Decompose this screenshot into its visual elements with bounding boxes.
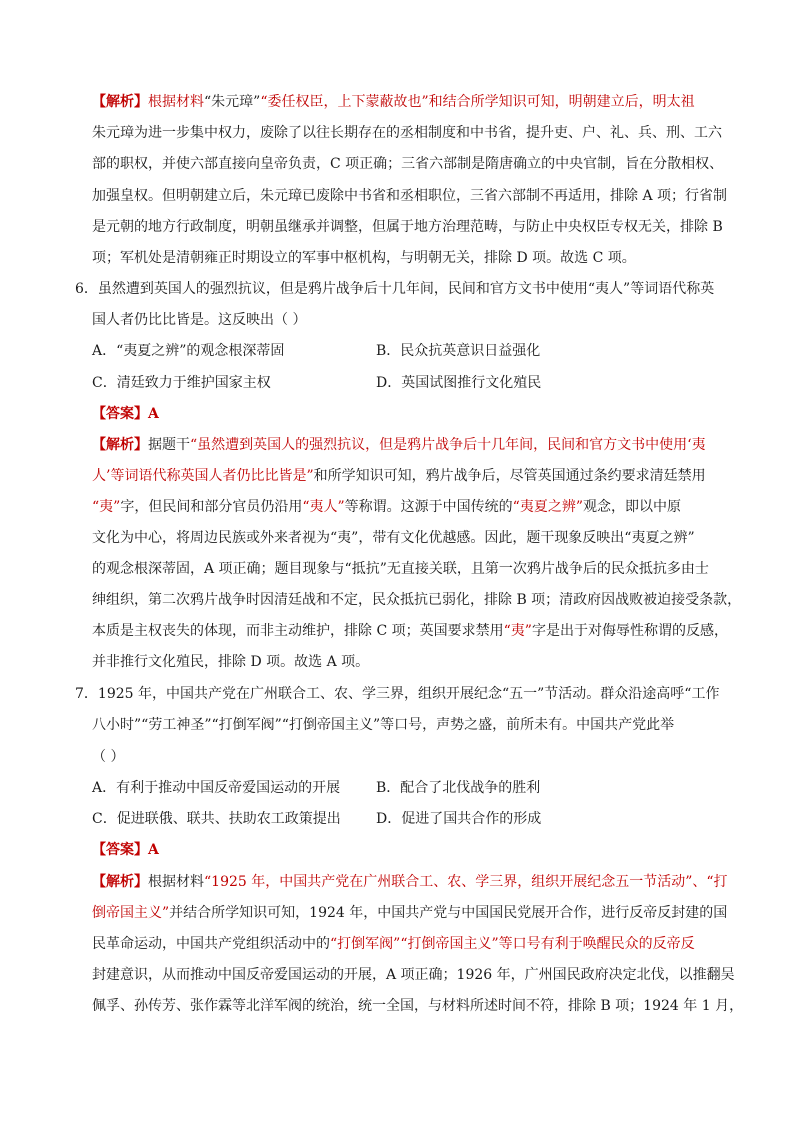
text-span: 和结合所学知识可知，明朝建立后，明太祖 xyxy=(428,94,695,110)
q6-stem-line: 国人者仍比比皆是。这反映出（ ） xyxy=(92,312,307,328)
q7-option: A．有利于推动中国反帝爱国运动的开展 xyxy=(92,780,341,796)
q6-analysis-line xyxy=(92,652,369,672)
text-span: 【解析】 xyxy=(92,94,148,110)
text-span: 民革命运动，中国共产党组织活动中的 xyxy=(92,936,330,952)
text-span: 根据材料 xyxy=(148,94,204,110)
text-span: “夷” xyxy=(503,623,532,639)
q7-analysis-line xyxy=(92,965,735,985)
q6-option: B．民众抗英意识日益强化 xyxy=(376,343,541,359)
text-span: 的观念根深蒂固，A 项正确；题目现象与“抵抗”无直接关联，且第一次鸦片战争后的民众抵抗多由士 xyxy=(92,561,709,577)
q6-stem-line: 6．虽然遭到英国人的强烈抗议，但是鸦片战争后十几年间，民间和官方文书中使用“夷人”等词语代称英 xyxy=(75,281,715,297)
answer-line xyxy=(92,840,159,860)
q7-stem-line: （ ） xyxy=(92,749,125,765)
text-span: “夷夏之辨” xyxy=(512,499,583,515)
answer-tag: 【答案】 xyxy=(92,406,148,422)
text-span: 封建意识，从而推动中国反帝爱国运动的开展，A 项正确；1926 年，广州国民政府决定北伐，以推翻吴 xyxy=(92,967,735,983)
q6-analysis-line xyxy=(92,621,728,641)
q5-analysis-line xyxy=(92,123,722,143)
text-span: 等称谓。这源于中国传统的 xyxy=(344,499,513,515)
q7-option: C．促进联俄、联共、扶助农工政策提出 xyxy=(92,811,341,827)
text-span: 佩孚、孙传芳、张作霖等北洋军阀的统治，统一全国，与材料所述时间不符，排除 B 项；1924 年 1 月， xyxy=(92,998,744,1014)
text-span: 并非推行文化殖民，排除 D 项。故选 A 项。 xyxy=(92,654,370,670)
q7-stem-line: 7．1925 年，中国共产党在广州联合工、农、学三界，组织开展纪念“五一”节活动。群众沿途高呼“工作 xyxy=(75,686,720,702)
text-span: “夷人” xyxy=(302,499,345,515)
answer-tag: 【答案】 xyxy=(92,842,148,858)
q6-analysis-line xyxy=(92,435,706,455)
q7-stem-line: 八小时”“劳工神圣”“打倒军阀”“打倒帝国主义”等口号，声势之盛，前所未有。中国共产党此举 xyxy=(92,717,675,733)
q7-analysis-line xyxy=(92,934,695,954)
q7-analysis-line xyxy=(92,872,728,892)
text-span: 部的职权，并使六部直接向皇帝负责，C 项正确；三省六部制是隋唐确立的中央官制，旨在分散相权、 xyxy=(92,156,724,172)
text-span: “夷” xyxy=(92,499,121,515)
text-span: 观念，即以中原 xyxy=(582,499,681,515)
q5-analysis-line xyxy=(92,186,727,206)
text-span: 并结合所学知识可知，1924 年，中国共产党与中国国民党展开合作，进行反帝反封建的国 xyxy=(169,905,728,921)
text-span: 朱元璋为进一步集中权力，废除了以往长期存在的丞相制度和中书省，提升吏、户、礼、兵、刑、工六 xyxy=(92,125,722,141)
text-span: 字，但民间和部分官员仍沿用 xyxy=(120,499,303,515)
text-span: 加强皇权。但明朝建立后，朱元璋已废除中书省和丞相职位，三省六部制不再适用，排除 A 项；行省制 xyxy=(92,188,728,204)
q6-option: A．“夷夏之辨”的观念根深蒂固 xyxy=(92,343,285,359)
text-span: “打倒军阀”“打倒帝国主义”等口号有利于唤醒民众的反帝反 xyxy=(330,936,695,952)
text-span: “虽然遭到英国人的强烈抗议，但是鸦片战争后十几年间，民间和官方文书中使用‘夷 xyxy=(190,437,706,453)
q6-analysis-line xyxy=(92,466,706,486)
text-span: “委任权臣，上下蒙蔽故也” xyxy=(260,94,429,110)
text-span: 【解析】 xyxy=(92,437,148,453)
q7-option: B．配合了北伐战争的胜利 xyxy=(376,780,541,796)
q5-analysis-line xyxy=(92,154,723,174)
q6-analysis-line xyxy=(92,559,709,579)
q6-option: C．清廷致力于维护国家主权 xyxy=(92,375,271,391)
text-span: 据题干 xyxy=(148,437,190,453)
q5-analysis-line xyxy=(92,248,636,268)
answer-value: A xyxy=(148,842,159,858)
q7-option: D．促进了国共合作的形成 xyxy=(376,811,542,827)
text-span: 【解析】 xyxy=(92,874,148,890)
q7-analysis-line xyxy=(92,903,727,923)
answer-line xyxy=(92,404,159,424)
text-span: 项；军机处是清朝雍正时期设立的军事中枢机构，与明朝无关，排除 D 项。故选 C 项。 xyxy=(92,250,636,266)
text-span: 字是出于对侮辱性称谓的反感， xyxy=(531,623,728,639)
text-span: 根据材料 xyxy=(148,874,204,890)
q6-option: D．英国试图推行文化殖民 xyxy=(376,375,542,391)
q5-analysis-line xyxy=(92,92,695,112)
text-span: 人’等词语代称英国人者仍比比皆是” xyxy=(92,468,314,484)
answer-value: A xyxy=(148,406,159,422)
text-span: 绅组织，第二次鸦片战争时因清廷战和不定，民众抵抗已弱化，排除 B 项；清政府因战败被迫接受条款， xyxy=(92,592,742,608)
q6-analysis-line xyxy=(92,590,741,610)
text-span: 文化为中心，将周边民族或外来者视为“夷”，带有文化优越感。因此，题干现象反映出“夷夏之辨” xyxy=(92,530,695,546)
text-span: “1925 年，中国共产党在广州联合工、农、学三界，组织开展纪念五一节活动”、“打 xyxy=(204,874,728,890)
text-span: 倒帝国主义” xyxy=(92,905,170,921)
text-span: 是元朝的地方行政制度，明朝虽继承并调整，但属于地方治理范畴，与防止中央权臣专权无关，排除 B xyxy=(92,219,723,235)
q7-analysis-line xyxy=(92,996,743,1016)
text-span: “朱元璋” xyxy=(204,94,261,110)
q6-analysis-line xyxy=(92,497,681,517)
text-span: 和所学知识可知，鸦片战争后，尽管英国通过条约要求清廷禁用 xyxy=(313,468,706,484)
q6-analysis-line xyxy=(92,528,695,548)
q5-analysis-line xyxy=(92,217,723,237)
text-span: 本质是主权丧失的体现，而非主动维护，排除 C 项；英国要求禁用 xyxy=(92,623,504,639)
